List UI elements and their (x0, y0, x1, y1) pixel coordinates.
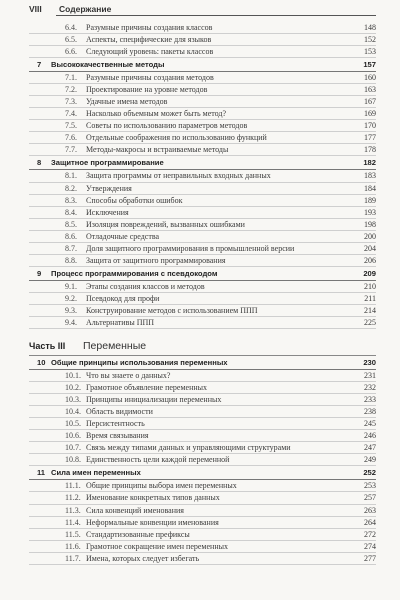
page-number: 253 (364, 481, 376, 491)
page-number: 152 (364, 35, 376, 45)
toc-section (29, 541, 376, 553)
section-number: 7.7. (65, 145, 77, 155)
page-number: 160 (364, 73, 376, 83)
page-number: 230 (363, 358, 376, 368)
toc-section (29, 370, 376, 382)
section-number: 10.6. (65, 431, 81, 441)
section-number: 8.6. (65, 231, 77, 241)
page-number: 214 (364, 305, 376, 315)
page-number: 178 (364, 145, 376, 155)
toc-section (29, 553, 376, 565)
section-number: 10.7. (65, 443, 81, 453)
toc-section (29, 529, 376, 541)
section-title: Отладочные средства (86, 231, 160, 241)
section-number: 11.3. (65, 505, 81, 515)
section-number: 7.1. (65, 73, 77, 83)
section-number: 8.4. (65, 207, 77, 217)
section-title: Стандартизованные префиксы (86, 529, 190, 539)
section-number: 11.7. (65, 553, 81, 563)
section-number: 9.1. (65, 281, 77, 291)
page-number: 163 (364, 85, 376, 95)
section-title: Разумные причины создания методов (86, 73, 214, 83)
page-number: 200 (364, 231, 376, 241)
section-title: Проектирование на уровне методов (86, 85, 208, 95)
chapter-number: 7 (37, 60, 42, 70)
section-number: 9.2. (65, 293, 77, 303)
page-number: 157 (363, 60, 376, 70)
part-label: Часть III (29, 341, 66, 352)
section-number: 11.1. (65, 481, 81, 491)
toc-section (29, 430, 376, 442)
toc-chapter (29, 466, 376, 480)
chapter-title: Защитное программирование (51, 158, 164, 168)
section-number: 11.5. (65, 529, 81, 539)
section-title: Исключения (86, 207, 129, 217)
section-number: 8.2. (65, 183, 77, 193)
toc-section (29, 317, 376, 329)
section-title: Что вы знаете о данных? (86, 371, 171, 381)
header-page-number: VIII (29, 4, 42, 14)
page-number: 238 (364, 407, 376, 417)
toc-section (29, 305, 376, 317)
section-title: Разумные причины создания классов (86, 23, 213, 32)
page-number: 204 (364, 243, 376, 253)
section-title: Этапы создания классов и методов (86, 281, 205, 291)
section-number: 11.6. (65, 541, 81, 551)
page-number: 183 (364, 171, 376, 181)
section-title: Связь между типами данных и управляющими структурами (86, 443, 291, 453)
section-title: Способы обработки ошибок (86, 195, 183, 205)
section-title: Неформальные конвенции именования (86, 517, 219, 527)
page-number: 249 (364, 455, 376, 465)
section-title: Изоляция повреждений, вызванных ошибками (86, 219, 245, 229)
page-number: 177 (364, 133, 376, 143)
chapter-number: 11 (37, 468, 46, 478)
toc-section (29, 454, 376, 466)
page-number: 246 (364, 431, 376, 441)
page-number: 148 (364, 23, 376, 32)
chapter-number: 8 (37, 158, 42, 168)
section-number: 10.2. (65, 383, 81, 393)
toc-section (29, 505, 376, 517)
toc-section (29, 183, 376, 195)
page-number: 257 (364, 493, 376, 503)
page-number: 167 (364, 97, 376, 107)
part-title: Переменные (83, 340, 147, 353)
toc-section (29, 144, 376, 156)
toc-section (29, 46, 376, 58)
section-title: Имена, которых следует избегать (86, 553, 200, 563)
page-number: 263 (364, 505, 376, 515)
section-title: Грамотное объявление переменных (86, 383, 208, 393)
section-title: Принципы инициализации переменных (86, 395, 222, 405)
page-number: 245 (364, 419, 376, 429)
header-rule (56, 15, 376, 16)
page-number: 277 (364, 553, 376, 563)
page-number: 153 (364, 47, 376, 57)
toc-section (29, 492, 376, 504)
toc-chapter (29, 356, 376, 370)
section-number: 10.5. (65, 419, 81, 429)
section-number: 6.6. (65, 47, 77, 57)
toc-section (29, 382, 376, 394)
toc-section (29, 243, 376, 255)
page-number: 182 (363, 158, 376, 168)
section-title: Методы-макросы и встраиваемые методы (86, 145, 229, 155)
toc-section (29, 84, 376, 96)
header-title: Содержание (59, 4, 112, 14)
chapter-number: 9 (37, 268, 42, 278)
section-title: Грамотное сокращение имен переменных (86, 541, 228, 551)
section-title: Псевдокод для профи (86, 293, 160, 303)
section-title: Удачные имена методов (86, 97, 168, 107)
section-title: Время связывания (86, 431, 149, 441)
toc-section (29, 219, 376, 231)
toc-section (29, 72, 376, 84)
toc-chapter (29, 267, 376, 281)
toc-section (29, 231, 376, 243)
toc-section (29, 394, 376, 406)
chapter-number: 10 (37, 358, 46, 368)
page-number: 247 (364, 443, 376, 453)
page-number: 233 (364, 395, 376, 405)
section-number: 7.4. (65, 109, 77, 119)
toc-section (29, 108, 376, 120)
section-title: Сила конвенций именования (86, 505, 184, 515)
toc-section (29, 22, 376, 34)
table-of-contents (29, 22, 376, 565)
toc-section (29, 517, 376, 529)
page-number: 264 (364, 517, 376, 527)
page-number: 170 (364, 121, 376, 131)
section-number: 11.4. (65, 517, 81, 527)
section-title: Именование конкретных типов данных (86, 493, 220, 503)
toc-section (29, 442, 376, 454)
section-title: Советы по использованию параметров методов (86, 121, 248, 131)
section-number: 8.8. (65, 255, 77, 265)
section-title: Следующий уровень: пакеты классов (86, 47, 214, 57)
page-number: 210 (364, 281, 376, 291)
toc-section (29, 96, 376, 108)
section-title: Защита программы от неправильных входных данных (86, 171, 271, 181)
section-number: 7.3. (65, 97, 77, 107)
toc-section (29, 170, 376, 182)
toc-section (29, 406, 376, 418)
section-number: 8.1. (65, 171, 77, 181)
page-number: 209 (363, 268, 376, 278)
section-title: Насколько объемным может быть метод? (86, 109, 227, 119)
section-number: 7.2. (65, 85, 77, 95)
page-number: 232 (364, 383, 376, 393)
section-number: 11.2. (65, 493, 81, 503)
toc-section (29, 132, 376, 144)
page-number: 274 (364, 541, 376, 551)
section-number: 10.8. (65, 455, 81, 465)
chapter-title: Сила имен переменных (51, 468, 141, 478)
section-title: Конструирование методов с использованием ППП (86, 305, 258, 315)
toc-chapter (29, 58, 376, 72)
section-number: 10.3. (65, 395, 81, 405)
page-number: 169 (364, 109, 376, 119)
toc-section (29, 120, 376, 132)
page-number: 193 (364, 207, 376, 217)
toc-section (29, 281, 376, 293)
toc-section (29, 293, 376, 305)
page-number: 198 (364, 219, 376, 229)
chapter-title: Высококачественные методы (51, 60, 165, 70)
toc-chapter (29, 156, 376, 170)
section-number: 8.7. (65, 243, 77, 253)
section-title: Утверждения (86, 183, 132, 193)
section-number: 7.6. (65, 133, 77, 143)
toc-section (29, 195, 376, 207)
section-number: 6.5. (65, 35, 77, 45)
page-number: 184 (364, 183, 376, 193)
toc-section (29, 34, 376, 46)
toc-section (29, 480, 376, 492)
toc-section (29, 207, 376, 219)
toc-part-heading (29, 335, 376, 356)
page-number: 211 (364, 293, 376, 303)
section-title: Персистентность (86, 419, 145, 429)
page-number: 189 (364, 195, 376, 205)
page-number: 252 (363, 468, 376, 478)
section-number: 8.5. (65, 219, 77, 229)
section-number: 9.4. (65, 317, 77, 327)
section-number: 10.1. (65, 371, 81, 381)
page-number: 272 (364, 529, 376, 539)
section-title: Альтернативы ППП (86, 317, 155, 327)
chapter-title: Общие принципы использования переменных (51, 358, 228, 368)
section-title: Защита от защитного программирования (86, 255, 226, 265)
page-number: 225 (364, 317, 376, 327)
section-number: 9.3. (65, 305, 77, 315)
section-title: Общие принципы выбора имен переменных (86, 481, 237, 491)
section-title: Единственность цели каждой переменной (86, 455, 230, 465)
section-number: 7.5. (65, 121, 77, 131)
section-number: 6.4. (65, 23, 77, 32)
section-number: 8.3. (65, 195, 77, 205)
toc-section (29, 255, 376, 267)
chapter-title: Процесс программирования с псевдокодом (51, 268, 218, 278)
toc-section (29, 418, 376, 430)
section-title: Область видимости (86, 407, 153, 417)
section-title: Отдельные соображения по использованию функций (86, 133, 267, 143)
section-number: 10.4. (65, 407, 81, 417)
section-title: Аспекты, специфические для языков (86, 35, 212, 45)
page-number: 206 (364, 255, 376, 265)
section-title: Доля защитного программирования в промышленной версии (86, 243, 295, 253)
page-number: 231 (364, 371, 376, 381)
